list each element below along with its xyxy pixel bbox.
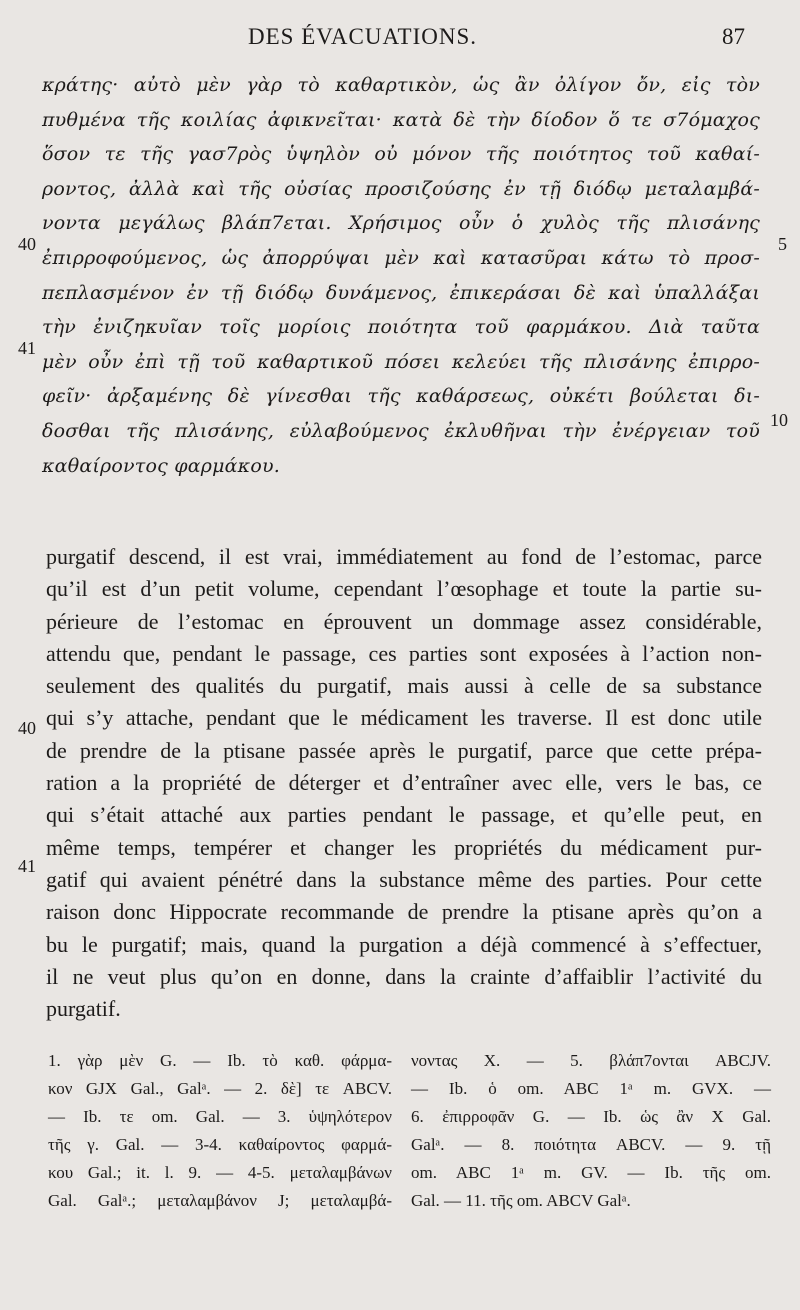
note-line: — Ib. τε om. Gal. — 3. ὑψηλότερον	[48, 1107, 392, 1126]
note-line: 1. γὰρ μὲν G. — Ib. τὸ καθ. φάρμα-	[48, 1051, 392, 1070]
greek-line: τὴν ἐνιζηκυῖαν τοῖς μορίοις ποιότητα τοῦ φαρμάκου. Διὰ ταῦτα	[42, 316, 760, 339]
running-title: DES ÉVACUATIONS.	[248, 24, 477, 49]
greek-line: καθαίροντος φαρμάκου.	[42, 454, 280, 477]
greek-line: δοσθαι τῆς πλισάνης, εὐλαβούμενος ἐκλυθῆναι τὴν ἐνέργειαν τοῦ	[42, 419, 760, 442]
notes-column-right	[411, 1047, 771, 1215]
french-line: il ne veut plus qu’on en donne, dans la crainte d’affaiblir l’activité du	[46, 963, 762, 989]
french-line: qui s’était attaché aux parties pendant le passage, et qu’elle peut, en	[46, 802, 762, 828]
greek-line: ροντος, ἀλλὰ καὶ τῆς οὐσίας προσιζούσης ἐν τῇ διόδῳ μεταλαμβά-	[42, 177, 760, 200]
greek-line: ἐπιρροφούμενος, ὡς ἀπορρύψαι μὲν καὶ κατασῦραι κάτω τὸ προσ-	[42, 246, 760, 269]
greek-line: πυθμένα τῆς κοιλίας ἀφικνεῖται· κατὰ δὲ τὴν δίοδον ὅ τε σ7όμαχος	[42, 108, 760, 131]
note-line: Gal. Galᵃ.; μεταλαμβάνον J; μεταλαμβά-	[48, 1191, 392, 1210]
page-header	[0, 24, 800, 54]
note-line: — Ib. ὁ om. ABC 1ᵃ m. GVX. —	[411, 1079, 771, 1098]
french-line: raison donc Hippocrate recommande de prendre la ptisane après qu’on a	[46, 899, 762, 925]
greek-line: φεῖν· ἀρξαμένης δὲ γίνεσθαι τῆς καθάρσεως, οὐκέτι βούλεται δι-	[42, 385, 760, 408]
french-line: purgatif.	[46, 996, 121, 1022]
french-line: de prendre de la ptisane passée après le purgatif, parce que cette prépa-	[46, 737, 762, 763]
greek-margin-line-5: 5	[778, 234, 787, 254]
french-line: qu’il est d’un petit volume, cependant l’œsophage et toute la partie su-	[46, 576, 762, 602]
greek-line: μὲν οὖν ἐπὶ τῇ τοῦ καθαρτικοῦ πόσει κελεύει τῆς πλισάνης ἐπιρρο-	[42, 350, 760, 373]
note-line: Gal. — 11. τῆς om. ABCV Galᵃ.	[411, 1191, 631, 1210]
french-margin-number-41: 41	[18, 856, 36, 876]
french-line: qui s’y attache, pendant que le médicament les traverse. Il est donc utile	[46, 705, 762, 731]
greek-margin-number-41: 41	[18, 338, 36, 358]
french-line: seulement des qualités du purgatif, mais aussi à celle de sa substance	[46, 673, 762, 699]
french-line: même temps, tempérer et changer les propriétés du médicament pur-	[46, 834, 762, 860]
note-line: νοντας X. — 5. βλάπ7ονται ABCJV.	[411, 1051, 771, 1070]
greek-margin-number-40: 40	[18, 234, 36, 254]
french-margin-number-40: 40	[18, 718, 36, 738]
greek-line: πεπλασμένον ἐν τῇ διόδῳ δυνάμενος, ἐπικεράσαι δὲ καὶ ὑπαλλάξαι	[42, 281, 760, 304]
greek-margin-line-10: 10	[770, 410, 788, 430]
note-line: 6. ἐπιρροφᾶν G. — Ib. ὡς ἂν X Gal.	[411, 1107, 771, 1126]
french-line: ration a la propriété de déterger et d’entraîner avec elle, vers le bas, ce	[46, 770, 762, 796]
note-line: κον GJX Gal., Galᵃ. — 2. δὲ] τε ABCV.	[48, 1079, 392, 1098]
note-line: om. ABC 1ᵃ m. GV. — Ib. τῆς om.	[411, 1163, 771, 1182]
note-line: τῆς γ. Gal. — 3-4. καθαίροντος φαρμά-	[48, 1135, 392, 1154]
notes-column-left	[48, 1047, 392, 1215]
french-line: gatif qui avaient pénétré dans la substance même des parties. Pour cette	[46, 866, 762, 892]
note-line: κου Gal.; it. l. 9. — 4-5. μεταλαμβάνων	[48, 1163, 392, 1182]
page-number: 87	[722, 24, 745, 49]
french-line: périeure de l’estomac en éprouvent un dommage assez considérable,	[46, 608, 762, 634]
french-text-block	[46, 541, 762, 1025]
french-line: bu le purgatif; mais, quand la purgation a déjà commencé à s’effectuer,	[46, 931, 762, 957]
greek-line: ὅσον τε τῆς γασ7ρὸς ὑψηλὸν οὐ μόνον τῆς ποιότητος τοῦ καθαί-	[42, 143, 760, 166]
french-line: attendu que, pendant le passage, ces parties sont exposées à l’action non-	[46, 640, 762, 666]
greek-line: νοντα μεγάλως βλάπ7εται. Χρήσιμος οὖν ὁ χυλὸς τῆς πλισάνης	[42, 212, 760, 235]
greek-text-block	[42, 68, 760, 483]
note-line: Galᵃ. — 8. ποιότητα ABCV. — 9. τῇ	[411, 1135, 771, 1154]
french-line: purgatif descend, il est vrai, immédiatement au fond de l’estomac, parce	[46, 544, 762, 569]
greek-line: κράτης· αὐτὸ μὲν γὰρ τὸ καθαρτικὸν, ὡς ἂν ὀλίγον ὄν, εἰς τὸν	[42, 74, 760, 96]
